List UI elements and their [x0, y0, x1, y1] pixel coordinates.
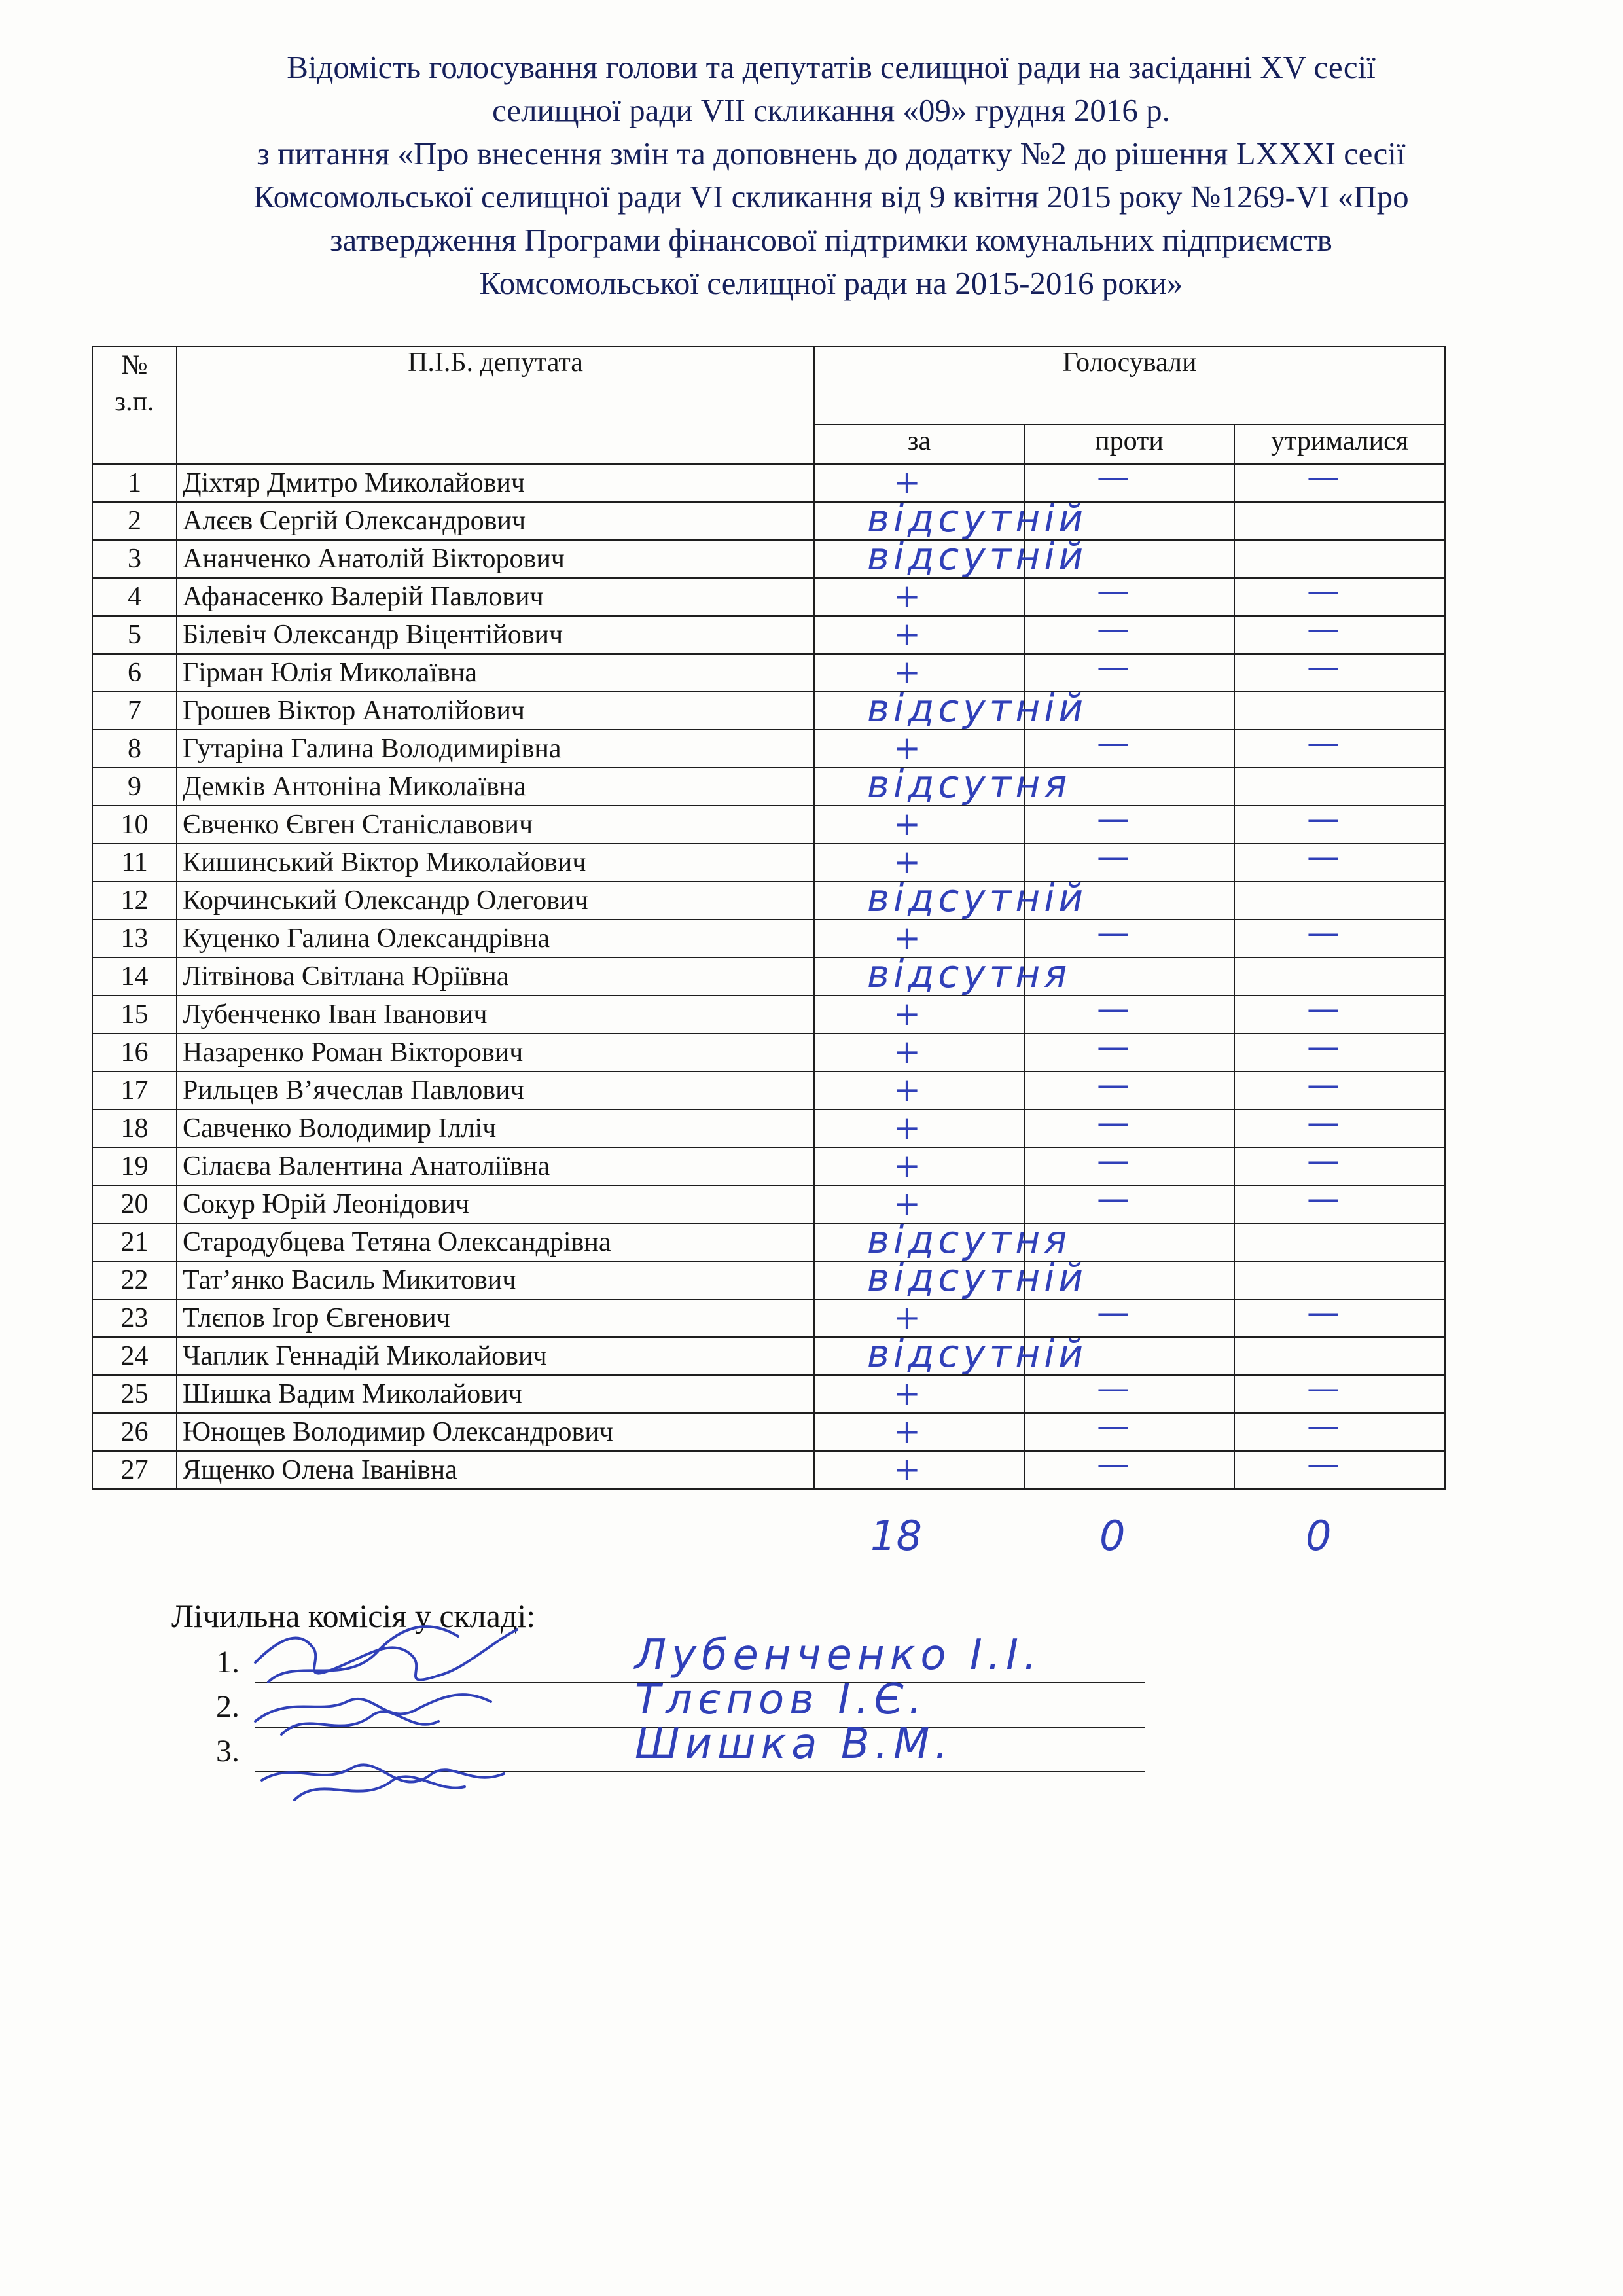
table-row	[92, 464, 1445, 502]
table-row	[92, 1261, 1445, 1299]
total-for: 18	[870, 1512, 922, 1560]
vote-plus-mark: +	[893, 1109, 921, 1147]
vote-against-cell	[1024, 578, 1234, 616]
vote-for-cell	[814, 578, 1024, 616]
deputy-name: Чаплик Геннадій Миколайович	[177, 1337, 814, 1375]
vote-abstained-cell	[1234, 920, 1445, 958]
vote-dash-mark: —	[1307, 1109, 1340, 1141]
vote-plus-mark: +	[893, 1185, 921, 1223]
signature-3b	[294, 1776, 465, 1800]
vote-for-cell	[814, 952, 1071, 996]
row-number: 11	[92, 844, 177, 882]
row-number: 21	[92, 1223, 177, 1261]
row-number: 4	[92, 578, 177, 616]
vote-dash-mark: —	[1307, 1299, 1340, 1331]
table-row	[92, 958, 1445, 996]
row-number: 14	[92, 958, 177, 996]
vote-abstained-cell	[1234, 844, 1445, 882]
vote-abstained-cell	[1234, 1223, 1445, 1261]
heading-line-1: Відомість голосування голови та депутатів селищної ради на засіданні XV сесії	[287, 49, 1376, 85]
vote-for-cell	[814, 1255, 1088, 1300]
deputy-name: Стародубцева Тетяна Олександрівна	[177, 1223, 814, 1261]
vote-abstained-cell	[1234, 578, 1445, 616]
heading-line-6: Комсомольської селищної ради на 2015-2016 роки»	[479, 265, 1183, 301]
vote-against-cell	[1024, 882, 1234, 920]
vote-dash-mark: —	[1097, 1413, 1130, 1445]
header-voted: Голосували	[814, 346, 1445, 425]
vote-against-cell	[1024, 806, 1234, 844]
table-row	[92, 996, 1445, 1033]
row-number: 25	[92, 1375, 177, 1413]
deputy-name: Афанасенко Валерій Павлович	[177, 578, 814, 616]
vote-dash-mark: —	[1097, 1147, 1130, 1179]
row-number: 10	[92, 806, 177, 844]
vote-dash-mark: —	[1307, 1033, 1340, 1066]
vote-abstained-cell	[1234, 882, 1445, 920]
vote-against-cell	[1024, 692, 1234, 730]
header-for: за	[814, 425, 1024, 464]
vote-abstained-cell	[1234, 654, 1445, 692]
vote-plus-mark: +	[893, 1413, 921, 1450]
table-row	[92, 1451, 1445, 1489]
vote-dash-mark: —	[1307, 464, 1340, 496]
header-abstained: утрималися	[1234, 425, 1445, 464]
vote-dash-mark: —	[1097, 464, 1130, 496]
deputy-name: Рильцев В’ячеслав Павлович	[177, 1071, 814, 1109]
table-row	[92, 1223, 1445, 1261]
table-row	[92, 1033, 1445, 1071]
absent-mark: відсутня	[867, 1217, 1071, 1262]
vote-plus-mark: +	[893, 1299, 921, 1336]
row-number: 24	[92, 1337, 177, 1375]
vote-dash-mark: —	[1097, 616, 1130, 648]
vote-against-cell	[1024, 1033, 1234, 1071]
vote-plus-mark: +	[893, 654, 921, 691]
vote-dash-mark: —	[1307, 1375, 1340, 1407]
vote-for-cell	[814, 1109, 1024, 1147]
vote-for-cell	[814, 686, 1088, 730]
absent-mark: відсутній	[867, 876, 1088, 920]
total-abstained: 0	[1306, 1512, 1332, 1560]
vote-dash-mark: —	[1097, 1451, 1130, 1483]
vote-abstained-cell	[1234, 1109, 1445, 1147]
signature-1b	[268, 1626, 458, 1682]
deputy-name: Грошев Віктор Анатолійович	[177, 692, 814, 730]
row-number: 12	[92, 882, 177, 920]
signature-3	[262, 1765, 504, 1782]
vote-dash-mark: —	[1307, 616, 1340, 648]
heading-line-2: селищної ради VII скликання «09» грудня 2016 р.	[492, 92, 1170, 128]
vote-abstained-cell	[1234, 996, 1445, 1033]
handwritten-signatures	[242, 1610, 582, 1833]
row-number: 3	[92, 540, 177, 578]
vote-plus-mark: +	[893, 844, 921, 881]
vote-against-cell	[1024, 1375, 1234, 1413]
commission-member-name: Тлєпов І.Є.	[635, 1676, 927, 1724]
vote-plus-mark: +	[893, 1375, 921, 1412]
absent-mark: відсутня	[867, 762, 1071, 806]
vote-against-cell	[1024, 1261, 1234, 1299]
absent-mark: відсутній	[867, 496, 1088, 541]
vote-dash-mark: —	[1307, 920, 1340, 952]
vote-against-cell	[1024, 958, 1234, 996]
commission-member-number: 3.	[216, 1734, 240, 1768]
vote-dash-mark: —	[1097, 920, 1130, 952]
vote-abstained-cell	[1234, 1337, 1445, 1375]
vote-plus-mark: +	[893, 806, 921, 843]
vote-plus-mark: +	[893, 1071, 921, 1109]
vote-dash-mark: —	[1307, 730, 1340, 762]
heading-line-5: затвердження Програми фінансової підтримки комунальних підприємств	[330, 222, 1332, 258]
commission-label: Лічильна комісія у складі:	[171, 1598, 536, 1634]
table-row	[92, 730, 1445, 768]
vote-against-cell	[1024, 540, 1234, 578]
deputy-name: Євченко Євген Станіславович	[177, 806, 814, 844]
vote-for-cell	[814, 762, 1071, 806]
deputy-name: Шишка Вадим Миколайович	[177, 1375, 814, 1413]
vote-dash-mark: —	[1307, 806, 1340, 838]
vote-dash-mark: —	[1097, 578, 1130, 610]
row-number: 26	[92, 1413, 177, 1451]
vote-plus-mark: +	[893, 616, 921, 653]
vote-dash-mark: —	[1097, 806, 1130, 838]
vote-plus-mark: +	[893, 996, 921, 1033]
vote-abstained-cell	[1234, 1299, 1445, 1337]
vote-dash-mark: —	[1307, 1185, 1340, 1217]
vote-against-cell	[1024, 1413, 1234, 1451]
vote-abstained-cell	[1234, 1185, 1445, 1223]
row-number: 2	[92, 502, 177, 540]
vote-dash-mark: —	[1307, 996, 1340, 1028]
table-row	[92, 1375, 1445, 1413]
vote-for-cell	[814, 1033, 1024, 1071]
vote-dash-mark: —	[1097, 996, 1130, 1028]
header-against: проти	[1024, 425, 1234, 464]
commission-member-number: 1.	[216, 1645, 240, 1679]
table-row	[92, 1147, 1445, 1185]
vote-abstained-cell	[1234, 1033, 1445, 1071]
commission-member-name: Лубенченко І.І.	[635, 1631, 1043, 1679]
voting-table	[92, 346, 1446, 1490]
vote-dash-mark: —	[1307, 1071, 1340, 1103]
deputy-name: Корчинський Олександр Олегович	[177, 882, 814, 920]
table-row	[92, 1413, 1445, 1451]
row-number: 7	[92, 692, 177, 730]
table-row	[92, 768, 1445, 806]
deputy-name: Тат’янко Василь Микитович	[177, 1261, 814, 1299]
row-number: 17	[92, 1071, 177, 1109]
vote-abstained-cell	[1234, 1147, 1445, 1185]
vote-against-cell	[1024, 1071, 1234, 1109]
deputy-name: Алєєв Сергій Олександрович	[177, 502, 814, 540]
document-heading	[151, 46, 1512, 305]
deputy-name: Ананченко Анатолій Вікторович	[177, 540, 814, 578]
vote-dash-mark: —	[1097, 1185, 1130, 1217]
vote-abstained-cell	[1234, 1451, 1445, 1489]
deputy-name: Гутаріна Галина Володимирівна	[177, 730, 814, 768]
table-row	[92, 882, 1445, 920]
deputy-name: Ященко Олена Іванівна	[177, 1451, 814, 1489]
deputy-name: Кишинський Віктор Миколайович	[177, 844, 814, 882]
row-number: 9	[92, 768, 177, 806]
vote-dash-mark: —	[1307, 1147, 1340, 1179]
row-number: 8	[92, 730, 177, 768]
row-number: 5	[92, 616, 177, 654]
row-number: 27	[92, 1451, 177, 1489]
table-row	[92, 1071, 1445, 1109]
vote-abstained-cell	[1234, 958, 1445, 996]
vote-abstained-cell	[1234, 768, 1445, 806]
heading-line-3: з питання «Про внесення змін та доповнень до додатку №2 до рішення LXXXI сесії	[257, 135, 1406, 171]
deputy-name: Білевіч Олександр Віцентійович	[177, 616, 814, 654]
vote-for-cell	[814, 1451, 1024, 1489]
header-number-line2: з.п.	[115, 387, 154, 417]
vote-for-cell	[814, 1147, 1024, 1185]
table-row	[92, 540, 1445, 578]
table-row	[92, 1109, 1445, 1147]
vote-dash-mark: —	[1097, 654, 1130, 686]
signature-2b	[281, 1712, 438, 1734]
vote-plus-mark: +	[893, 730, 921, 767]
deputy-name: Куценко Галина Олександрівна	[177, 920, 814, 958]
vote-abstained-cell	[1234, 1375, 1445, 1413]
deputy-name: Сілаєва Валентина Анатоліївна	[177, 1147, 814, 1185]
vote-dash-mark: —	[1097, 1375, 1130, 1407]
vote-for-cell	[814, 876, 1088, 920]
vote-against-cell	[1024, 768, 1234, 806]
vote-abstained-cell	[1234, 1413, 1445, 1451]
table-row	[92, 806, 1445, 844]
row-number: 13	[92, 920, 177, 958]
vote-abstained-cell	[1234, 692, 1445, 730]
vote-plus-mark: +	[893, 464, 921, 501]
vote-abstained-cell	[1234, 464, 1445, 502]
absent-mark: відсутній	[867, 686, 1088, 730]
table-row	[92, 692, 1445, 730]
vote-dash-mark: —	[1097, 1033, 1130, 1066]
vote-abstained-cell	[1234, 730, 1445, 768]
table-row	[92, 1299, 1445, 1337]
table-row	[92, 1185, 1445, 1223]
vote-for-cell	[814, 996, 1024, 1033]
vote-abstained-cell	[1234, 1261, 1445, 1299]
table-row	[92, 920, 1445, 958]
row-number: 6	[92, 654, 177, 692]
vote-dash-mark: —	[1307, 1451, 1340, 1483]
table-row	[92, 616, 1445, 654]
row-number: 19	[92, 1147, 177, 1185]
vote-against-cell	[1024, 1147, 1234, 1185]
absent-mark: відсутній	[867, 534, 1088, 579]
vote-for-cell	[814, 1375, 1024, 1413]
commission-member-name: Шишка В.М.	[635, 1720, 954, 1768]
signature-2	[255, 1695, 491, 1721]
vote-plus-mark: +	[893, 578, 921, 615]
vote-dash-mark: —	[1097, 1109, 1130, 1141]
vote-plus-mark: +	[893, 1451, 921, 1488]
vote-against-cell	[1024, 1337, 1234, 1375]
vote-for-cell	[814, 806, 1024, 844]
deputy-name: Савченко Володимир Ілліч	[177, 1109, 814, 1147]
vote-plus-mark: +	[893, 1147, 921, 1185]
vote-dash-mark: —	[1307, 654, 1340, 686]
commission-member-number: 2.	[216, 1689, 240, 1724]
deputy-name: Демків Антоніна Миколаївна	[177, 768, 814, 806]
absent-mark: відсутній	[867, 1331, 1088, 1376]
vote-against-cell	[1024, 996, 1234, 1033]
deputy-name: Назаренко Роман Вікторович	[177, 1033, 814, 1071]
vote-dash-mark: —	[1097, 844, 1130, 876]
vote-dash-mark: —	[1097, 1299, 1130, 1331]
row-number: 16	[92, 1033, 177, 1071]
vote-for-cell	[814, 534, 1088, 579]
vote-abstained-cell	[1234, 1071, 1445, 1109]
vote-against-cell	[1024, 1451, 1234, 1489]
deputy-name: Діхтяр Дмитро Миколайович	[177, 464, 814, 502]
table-row	[92, 502, 1445, 540]
vote-dash-mark: —	[1097, 730, 1130, 762]
vote-for-cell	[814, 616, 1024, 654]
header-number	[92, 346, 177, 464]
vote-against-cell	[1024, 1109, 1234, 1147]
deputy-name: Лубенченко Іван Іванович	[177, 996, 814, 1033]
deputy-name: Літвінова Світлана Юріївна	[177, 958, 814, 996]
table-row	[92, 654, 1445, 692]
table-row	[92, 1337, 1445, 1375]
deputy-name: Сокур Юрій Леонідович	[177, 1185, 814, 1223]
row-number: 18	[92, 1109, 177, 1147]
absent-mark: відсутній	[867, 1255, 1088, 1300]
vote-dash-mark: —	[1307, 578, 1340, 610]
header-name: П.І.Б. депутата	[177, 346, 814, 464]
vote-plus-mark: +	[893, 920, 921, 957]
table-row	[92, 844, 1445, 882]
vote-for-cell	[814, 1413, 1024, 1451]
vote-for-cell	[814, 1071, 1024, 1109]
deputy-name: Тлєпов Ігор Євгенович	[177, 1299, 814, 1337]
vote-abstained-cell	[1234, 540, 1445, 578]
vote-dash-mark: —	[1307, 1413, 1340, 1445]
total-against: 0	[1099, 1512, 1126, 1560]
vote-plus-mark: +	[893, 1033, 921, 1071]
vote-abstained-cell	[1234, 616, 1445, 654]
row-number: 23	[92, 1299, 177, 1337]
row-number: 15	[92, 996, 177, 1033]
row-number: 1	[92, 464, 177, 502]
deputy-name: Гірман Юлія Миколаївна	[177, 654, 814, 692]
vote-for-cell	[814, 1331, 1088, 1376]
table-row	[92, 578, 1445, 616]
vote-dash-mark: —	[1097, 1071, 1130, 1103]
vote-abstained-cell	[1234, 502, 1445, 540]
vote-abstained-cell	[1234, 806, 1445, 844]
vote-against-cell	[1024, 616, 1234, 654]
absent-mark: відсутня	[867, 952, 1071, 996]
row-number: 22	[92, 1261, 177, 1299]
heading-line-4: Комсомольської селищної ради VI скликання від 9 квітня 2015 року №1269-VI «Про	[253, 179, 1409, 215]
row-number: 20	[92, 1185, 177, 1223]
vote-dash-mark: —	[1307, 844, 1340, 876]
header-number-line1: №	[121, 350, 148, 380]
deputy-name: Юнощев Володимир Олександрович	[177, 1413, 814, 1451]
